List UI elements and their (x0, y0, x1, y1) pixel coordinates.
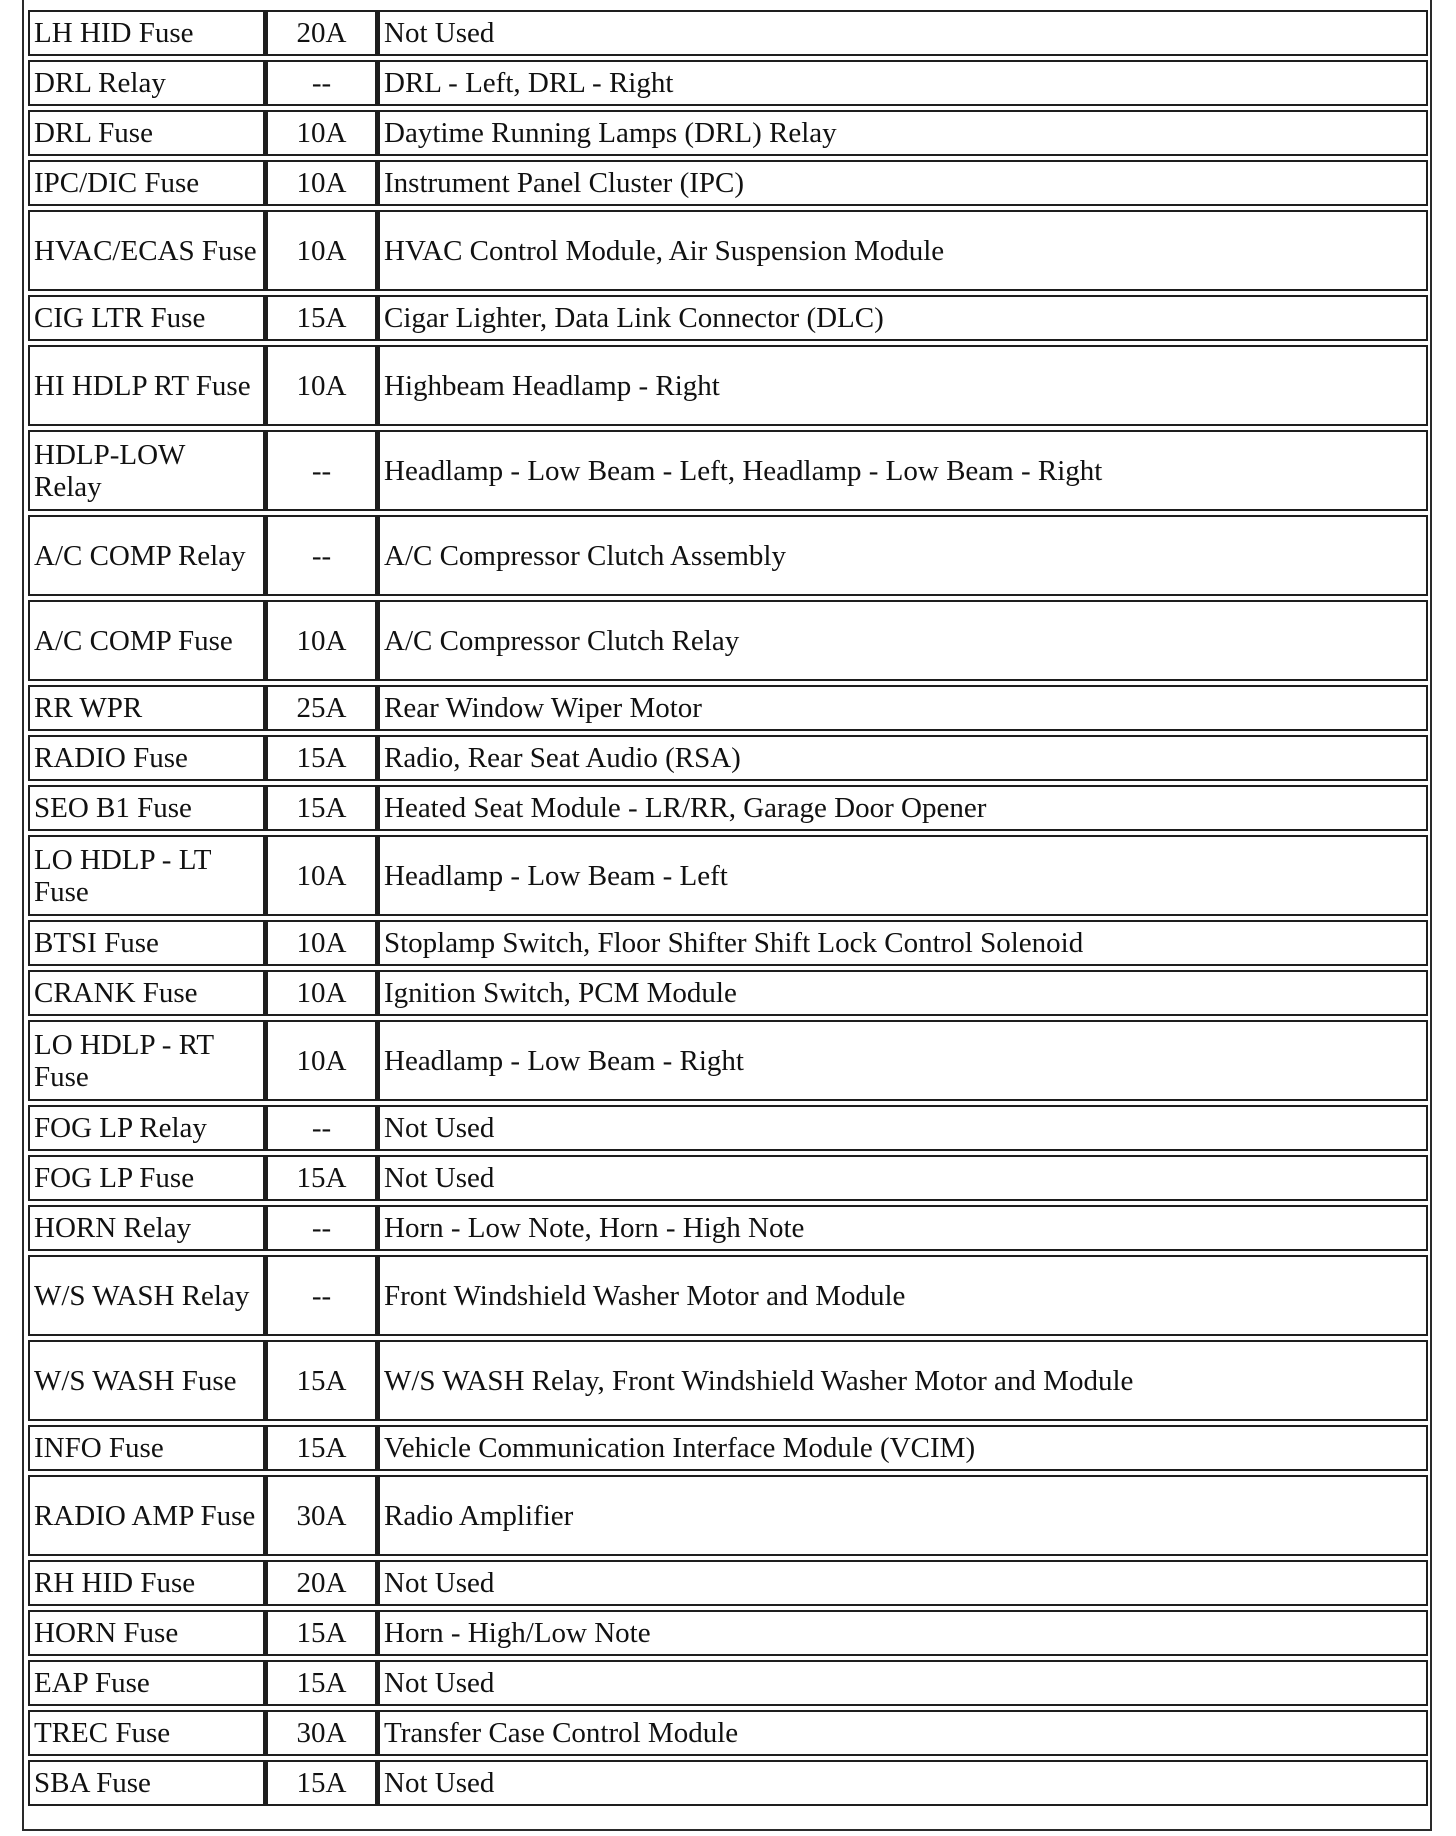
circuit-description-cell: Not Used (377, 1760, 1428, 1806)
table-row (28, 1760, 1428, 1806)
amperage-cell: 30A (265, 1475, 377, 1556)
fuse-name-cell: FOG LP Relay (28, 1105, 265, 1151)
circuit-description-cell: Not Used (377, 10, 1428, 56)
amperage-cell: 15A (265, 785, 377, 831)
circuit-description-cell: Ignition Switch, PCM Module (377, 970, 1428, 1016)
circuit-description-cell: Not Used (377, 1660, 1428, 1706)
fuse-table (28, 6, 1428, 1810)
circuit-description-cell: A/C Compressor Clutch Relay (377, 600, 1428, 681)
table-row (28, 600, 1428, 681)
circuit-description-cell: Not Used (377, 1560, 1428, 1606)
circuit-description-cell: Headlamp - Low Beam - Left (377, 835, 1428, 916)
circuit-description-cell: Not Used (377, 1155, 1428, 1201)
table-row (28, 1425, 1428, 1471)
circuit-description-cell: Radio, Rear Seat Audio (RSA) (377, 735, 1428, 781)
fuse-name-cell: RADIO Fuse (28, 735, 265, 781)
circuit-description-cell: Vehicle Communication Interface Module (VCIM) (377, 1425, 1428, 1471)
circuit-description-cell: Front Windshield Washer Motor and Module (377, 1255, 1428, 1336)
table-row (28, 110, 1428, 156)
amperage-cell: 15A (265, 1660, 377, 1706)
fuse-name-cell: W/S WASH Relay (28, 1255, 265, 1336)
table-row (28, 1205, 1428, 1251)
fuse-name-cell: HI HDLP RT Fuse (28, 345, 265, 426)
amperage-cell: 10A (265, 920, 377, 966)
circuit-description-cell: Rear Window Wiper Motor (377, 685, 1428, 731)
amperage-cell: -- (265, 515, 377, 596)
table-row (28, 10, 1428, 56)
amperage-cell: 10A (265, 345, 377, 426)
circuit-description-cell: Heated Seat Module - LR/RR, Garage Door Opener (377, 785, 1428, 831)
table-row (28, 1255, 1428, 1336)
fuse-name-cell: HDLP-LOW Relay (28, 430, 265, 511)
fuse-name-cell: CIG LTR Fuse (28, 295, 265, 341)
circuit-description-cell: Instrument Panel Cluster (IPC) (377, 160, 1428, 206)
table-row (28, 685, 1428, 731)
circuit-description-cell: A/C Compressor Clutch Assembly (377, 515, 1428, 596)
fuse-name-cell: W/S WASH Fuse (28, 1340, 265, 1421)
fuse-name-cell: HORN Fuse (28, 1610, 265, 1656)
circuit-description-cell: Highbeam Headlamp - Right (377, 345, 1428, 426)
fuse-name-cell: SBA Fuse (28, 1760, 265, 1806)
circuit-description-cell: Daytime Running Lamps (DRL) Relay (377, 110, 1428, 156)
fuse-name-cell: INFO Fuse (28, 1425, 265, 1471)
table-row (28, 1340, 1428, 1421)
amperage-cell: 10A (265, 160, 377, 206)
fuse-name-cell: LO HDLP - RT Fuse (28, 1020, 265, 1101)
amperage-cell: 10A (265, 835, 377, 916)
circuit-description-cell: Stoplamp Switch, Floor Shifter Shift Lock Control Solenoid (377, 920, 1428, 966)
table-row (28, 1710, 1428, 1756)
circuit-description-cell: DRL - Left, DRL - Right (377, 60, 1428, 106)
amperage-cell: 10A (265, 210, 377, 291)
fuse-name-cell: RR WPR (28, 685, 265, 731)
fuse-table-body (28, 10, 1428, 1806)
circuit-description-cell: Cigar Lighter, Data Link Connector (DLC) (377, 295, 1428, 341)
circuit-description-cell: Not Used (377, 1105, 1428, 1151)
table-row (28, 1020, 1428, 1101)
document-page (22, 0, 1432, 1831)
fuse-name-cell: SEO B1 Fuse (28, 785, 265, 831)
table-row (28, 920, 1428, 966)
fuse-name-cell: RH HID Fuse (28, 1560, 265, 1606)
table-row (28, 60, 1428, 106)
table-row (28, 835, 1428, 916)
amperage-cell: 15A (265, 1760, 377, 1806)
amperage-cell: 10A (265, 970, 377, 1016)
fuse-name-cell: LH HID Fuse (28, 10, 265, 56)
amperage-cell: 15A (265, 1340, 377, 1421)
fuse-name-cell: DRL Relay (28, 60, 265, 106)
circuit-description-cell: Headlamp - Low Beam - Right (377, 1020, 1428, 1101)
amperage-cell: -- (265, 430, 377, 511)
table-row (28, 515, 1428, 596)
amperage-cell: -- (265, 1105, 377, 1151)
fuse-name-cell: CRANK Fuse (28, 970, 265, 1016)
fuse-name-cell: EAP Fuse (28, 1660, 265, 1706)
table-row (28, 1560, 1428, 1606)
amperage-cell: 10A (265, 1020, 377, 1101)
fuse-name-cell: HORN Relay (28, 1205, 265, 1251)
table-row (28, 785, 1428, 831)
table-row (28, 160, 1428, 206)
fuse-name-cell: HVAC/ECAS Fuse (28, 210, 265, 291)
table-row (28, 970, 1428, 1016)
amperage-cell: 10A (265, 110, 377, 156)
fuse-name-cell: IPC/DIC Fuse (28, 160, 265, 206)
amperage-cell: 15A (265, 1155, 377, 1201)
amperage-cell: -- (265, 1255, 377, 1336)
amperage-cell: 20A (265, 1560, 377, 1606)
fuse-name-cell: A/C COMP Relay (28, 515, 265, 596)
amperage-cell: 20A (265, 10, 377, 56)
amperage-cell: 15A (265, 1425, 377, 1471)
amperage-cell: 30A (265, 1710, 377, 1756)
table-row (28, 210, 1428, 291)
table-row (28, 1105, 1428, 1151)
amperage-cell: 10A (265, 600, 377, 681)
circuit-description-cell: Headlamp - Low Beam - Left, Headlamp - Low Beam - Right (377, 430, 1428, 511)
amperage-cell: 15A (265, 735, 377, 781)
circuit-description-cell: Radio Amplifier (377, 1475, 1428, 1556)
fuse-name-cell: FOG LP Fuse (28, 1155, 265, 1201)
amperage-cell: -- (265, 1205, 377, 1251)
table-row (28, 345, 1428, 426)
table-row (28, 1475, 1428, 1556)
fuse-name-cell: RADIO AMP Fuse (28, 1475, 265, 1556)
table-row (28, 295, 1428, 341)
fuse-name-cell: BTSI Fuse (28, 920, 265, 966)
table-row (28, 1610, 1428, 1656)
amperage-cell: 25A (265, 685, 377, 731)
amperage-cell: -- (265, 60, 377, 106)
circuit-description-cell: Horn - Low Note, Horn - High Note (377, 1205, 1428, 1251)
circuit-description-cell: Horn - High/Low Note (377, 1610, 1428, 1656)
table-row (28, 1660, 1428, 1706)
circuit-description-cell: W/S WASH Relay, Front Windshield Washer Motor and Module (377, 1340, 1428, 1421)
table-row (28, 1155, 1428, 1201)
fuse-name-cell: DRL Fuse (28, 110, 265, 156)
fuse-name-cell: TREC Fuse (28, 1710, 265, 1756)
circuit-description-cell: HVAC Control Module, Air Suspension Module (377, 210, 1428, 291)
circuit-description-cell: Transfer Case Control Module (377, 1710, 1428, 1756)
amperage-cell: 15A (265, 1610, 377, 1656)
table-row (28, 430, 1428, 511)
table-row (28, 735, 1428, 781)
amperage-cell: 15A (265, 295, 377, 341)
fuse-name-cell: A/C COMP Fuse (28, 600, 265, 681)
fuse-name-cell: LO HDLP - LT Fuse (28, 835, 265, 916)
